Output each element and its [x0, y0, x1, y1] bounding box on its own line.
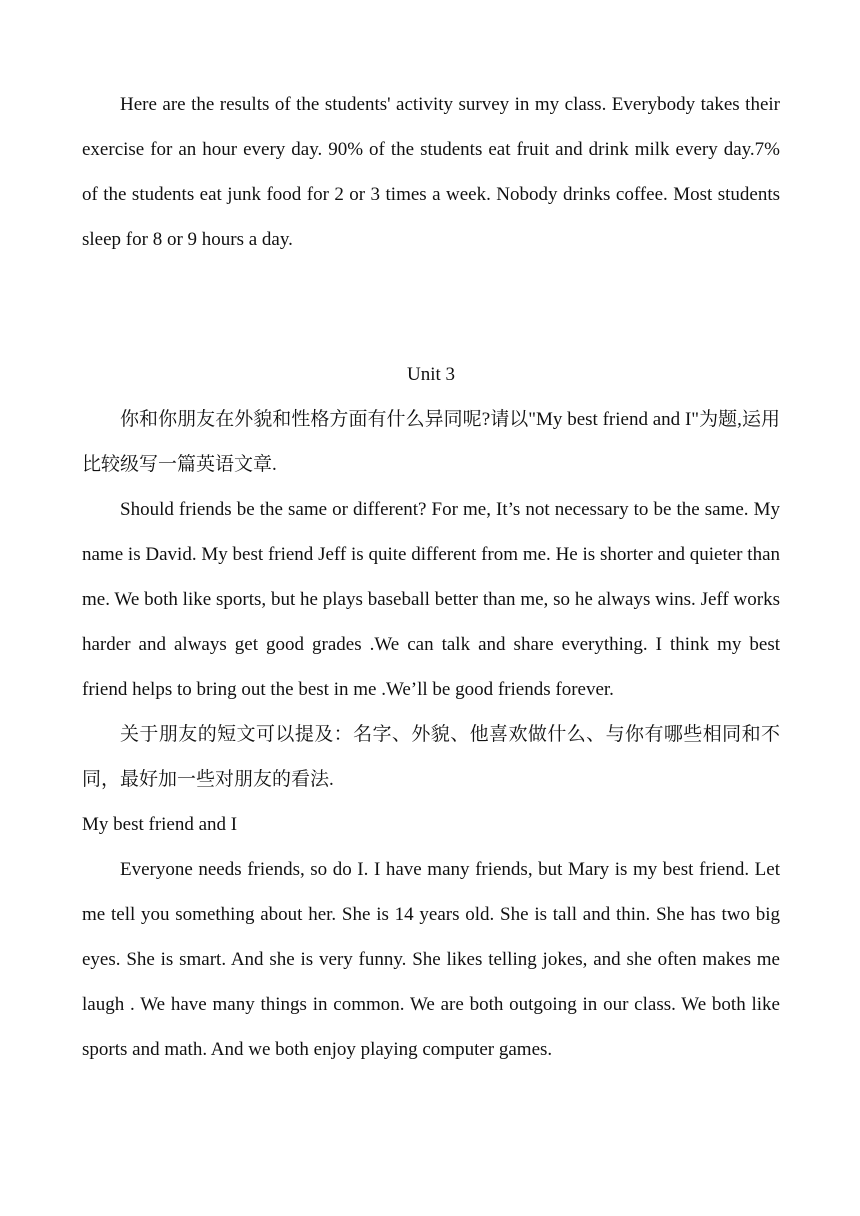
survey-paragraph: Here are the results of the students' activity survey in my class. Everybody takes their exercise for an hour every day. 90% of the students eat fruit and drink milk every day.7% of the students eat junk food for 2 or 3 times a week. Nobody drinks coffee. Most students sleep for 8 or 9 hours a day.	[82, 94, 780, 250]
writing-prompt-1: 你和你朋友在外貌和性格方面有什么异同呢?请以"My best friend and I"为题,运用比较级写一篇英语文章.	[82, 409, 780, 475]
document-body	[82, 82, 780, 1072]
essay-2-title: My best friend and I	[82, 814, 238, 835]
unit-heading: Unit 3	[406, 364, 456, 385]
writing-prompt-2: 关于朋友的短文可以提及：名字、外貌、他喜欢做什么、与你有哪些相同和不同，最好加一些对朋友的看法.	[82, 724, 780, 790]
sample-essay-1: Should friends be the same or different? For me, It’s not necessary to be the same. My name is David. My best friend Jeff is quite different from me. He is shorter and quieter than me. We both like sports, but he plays baseball better than me, so he always wins. Jeff works harder and always get good grades .We can talk and share everything. I think my best friend helps to bring out the best in me .We’ll be good friends forever.	[82, 499, 780, 700]
section-spacer	[82, 262, 780, 352]
sample-essay-2: Everyone needs friends, so do I. I have many friends, but Mary is my best friend. Let me tell you something about her. She is 14 years old. She is tall and thin. She has two big eyes. She is smart. And she is very funny. She likes telling jokes, and she often makes me laugh . We have many things in common. We are both outgoing in our class. We both like sports and math. And we both enjoy playing computer games.	[82, 859, 780, 1060]
